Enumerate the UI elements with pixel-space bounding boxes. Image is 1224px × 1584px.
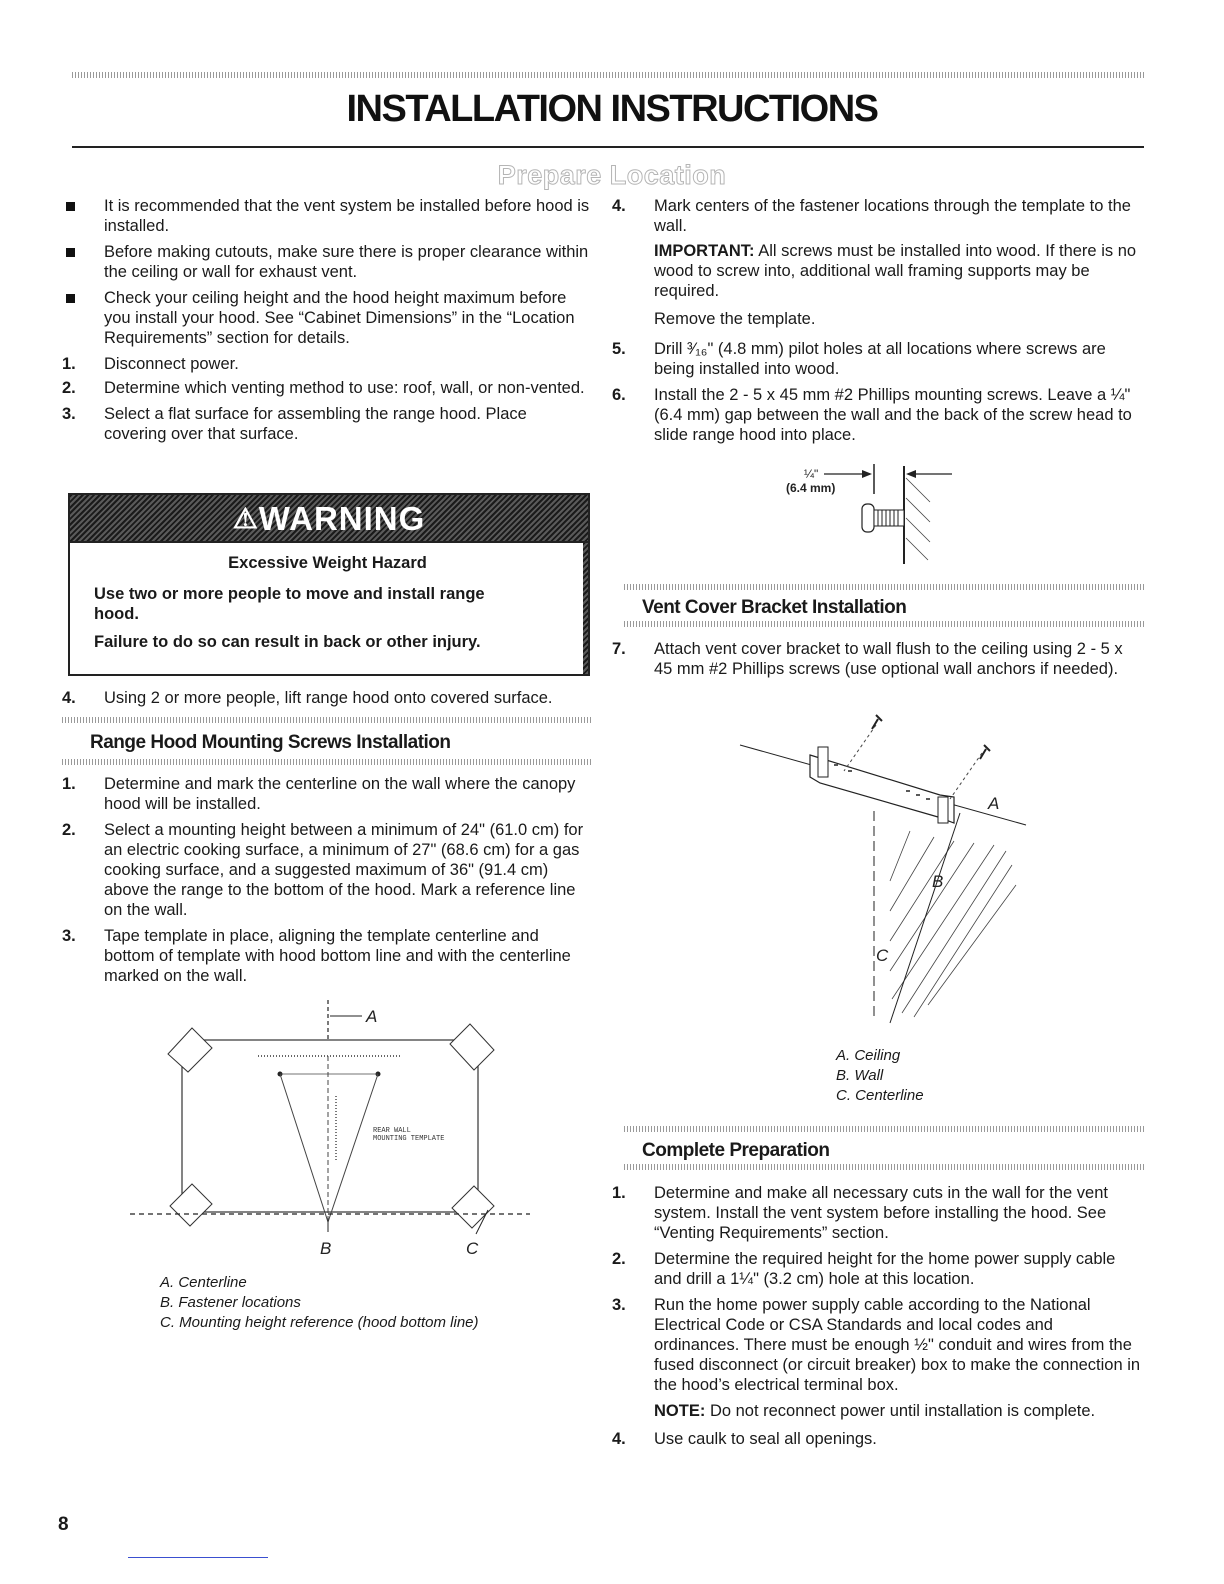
wall-outline [890,813,960,1023]
template-captions: A. Centerline B. Fastener locations C. Mounting height reference (hood bottom line) [160,1274,479,1331]
warning-header [70,495,588,543]
complete-steps [612,1183,1142,1455]
gap-fraction: ¼" [804,467,819,481]
list-item: 2. Select a mounting height between a minimum of 24" (61.0 cm) for an electric cooking surface, a minimum of 27" (68.6 cm) for a gas cooking surface, and a suggested maximum of 36" (91.4 cm) above the range to the bottom of the hood. Mark a reference line on the wall. [62,821,584,919]
footer-link-line [128,1557,268,1558]
important-note: IMPORTANT: All screws must be installed into wood. If there is no wood to screw into, additional wall framing supports may be required. [654,242,1137,300]
bracket-tab-right [938,797,948,823]
list-item: 1. Determine and make all necessary cuts in the wall for the vent system. Install the vent system before installing the hood. See “Venting Requirements” section. [612,1184,1108,1242]
screw-gap-diagram [780,458,980,568]
warning-hazard: Excessive Weight Hazard [228,554,427,572]
warning-title: WARNING [258,500,426,537]
tape-top-right [450,1024,494,1070]
wall-hatch [890,831,1016,1017]
warning-body [70,543,585,674]
screw-guide-right [950,753,982,799]
list-item: 2. Determine the required height for the home power supply cable and drill a 1¼" (3.2 cm) hole at this location. [612,1250,1116,1288]
list-item: 3. Tape template in place, aligning the template centerline and bottom of template with hood bottom line and with the centerline marked on the wall. [62,927,571,985]
screw-left-icon [872,715,882,729]
mounting-rule-top [62,717,592,723]
list-item: 3. Run the home power supply cable according to the National Electrical Code or CSA Standards and local codes and ordinances. There must be enough ½" conduit and wires from the fused disconnect (or circuit breaker) box to make the connection in the hood’s electrical terminal box. [612,1296,1141,1394]
list-item: 1. Determine and mark the centerline on the wall where the canopy hood will be installed. [62,775,576,813]
list-item: 4. Mark centers of the fastener locations through the template to the wall. [612,197,1131,235]
warning-consequence: Failure to do so can result in back or other injury. [94,633,481,651]
warning-edge [583,543,588,674]
list-item: 2. Determine which venting method to use: roof, wall, or non-vented. [62,379,585,397]
mounting-steps [62,774,592,992]
template-v-shape [280,1074,378,1222]
list-item: 3. Select a flat surface for assembling the range hood. Place covering over that surface. [62,405,527,443]
label-c: C [466,1239,479,1258]
screw-right-icon [980,745,990,759]
screw-head [862,504,874,532]
vent-steps [612,639,1142,685]
bracket-captions: A. Ceiling B. Wall C. Centerline [836,1047,924,1104]
label-a: A [366,1007,378,1026]
note: NOTE: Do not reconnect power until installation is complete. [654,1402,1096,1420]
list-item: 5. Drill ³⁄₁₆" (4.8 mm) pilot holes at all locations where screws are being installed into wood. [612,340,1106,378]
bullet-marker [66,248,75,257]
template-sheet [182,1040,478,1212]
list-item: 4. Using 2 or more people, lift range hood onto covered surface. [62,689,553,707]
tape-bottom-right [452,1186,494,1228]
vent-bracket [810,755,954,823]
gap-mm: (6.4 mm) [786,481,836,495]
section-title: Prepare Location [497,160,727,190]
label-b: B [932,872,944,891]
gap-arrowhead-left [862,470,872,478]
bracket-tab-left [818,747,828,777]
complete-rule-bottom [624,1164,1144,1170]
template-text-rear-wall: REAR WALL [373,1127,411,1135]
right-column [612,196,1142,451]
label-c: C [876,946,889,965]
vent-rule-top [624,584,1144,590]
complete-heading: Complete Preparation [642,1140,830,1161]
left-column [62,196,592,450]
page-number: 8 [58,1514,69,1535]
bullet-marker [66,202,75,211]
gap-arrowhead-right [906,470,916,478]
list-item: 4. Use caulk to seal all openings. [612,1430,877,1448]
title-rule [72,146,1144,148]
complete-rule-top [624,1126,1144,1132]
remove-template-note: Remove the template. [654,310,816,328]
top-dotted-rule [72,72,1144,78]
vent-heading: Vent Cover Bracket Installation [642,597,907,618]
mounting-heading: Range Hood Mounting Screws Installation [90,732,451,753]
vent-rule-bottom [624,621,1144,627]
template-diagram [130,992,530,1262]
list-item: Before making cutouts, make sure there is proper clearance within the ceiling or wall for exhaust vent. [62,242,592,282]
warning-box [68,493,590,676]
template-text-mounting: MOUNTING TEMPLATE [373,1135,445,1143]
list-item: 7. Attach vent cover bracket to wall flush to the ceiling using 2 - 5 x 45 mm #2 Phillips screws (use optional wall anchors if needed). [612,640,1123,678]
mounting-rule-bottom [62,759,592,765]
tape-top-left [168,1028,212,1072]
list-item: 1. Disconnect power. [62,355,239,373]
label-a: A [988,794,1000,813]
warning-instruction: Use two or more people to move and install range hood. [94,585,485,623]
label-b: B [320,1239,332,1258]
tape-bottom-left [170,1184,212,1226]
left-step-4 [62,688,602,714]
wall-hatch [906,478,930,560]
bullet-marker [66,294,75,303]
list-item: 6. Install the 2 - 5 x 45 mm #2 Phillips mounting screws. Leave a ¼" (6.4 mm) gap between the wall and the back of the screw head to slide range hood into place. [612,386,1132,444]
list-item: It is recommended that the vent system be installed before hood is installed. [62,196,592,236]
screw-guide-left [844,725,876,771]
warning-triangle-icon: ⚠ [232,503,259,534]
list-item: Check your ceiling height and the hood height maximum before you install your hood. See “Cabinet Dimensions” in the “Location Requirements” section for details. [62,288,592,348]
bracket-diagram [730,705,1050,1035]
page-title: INSTALLATION INSTRUCTIONS [346,88,878,130]
